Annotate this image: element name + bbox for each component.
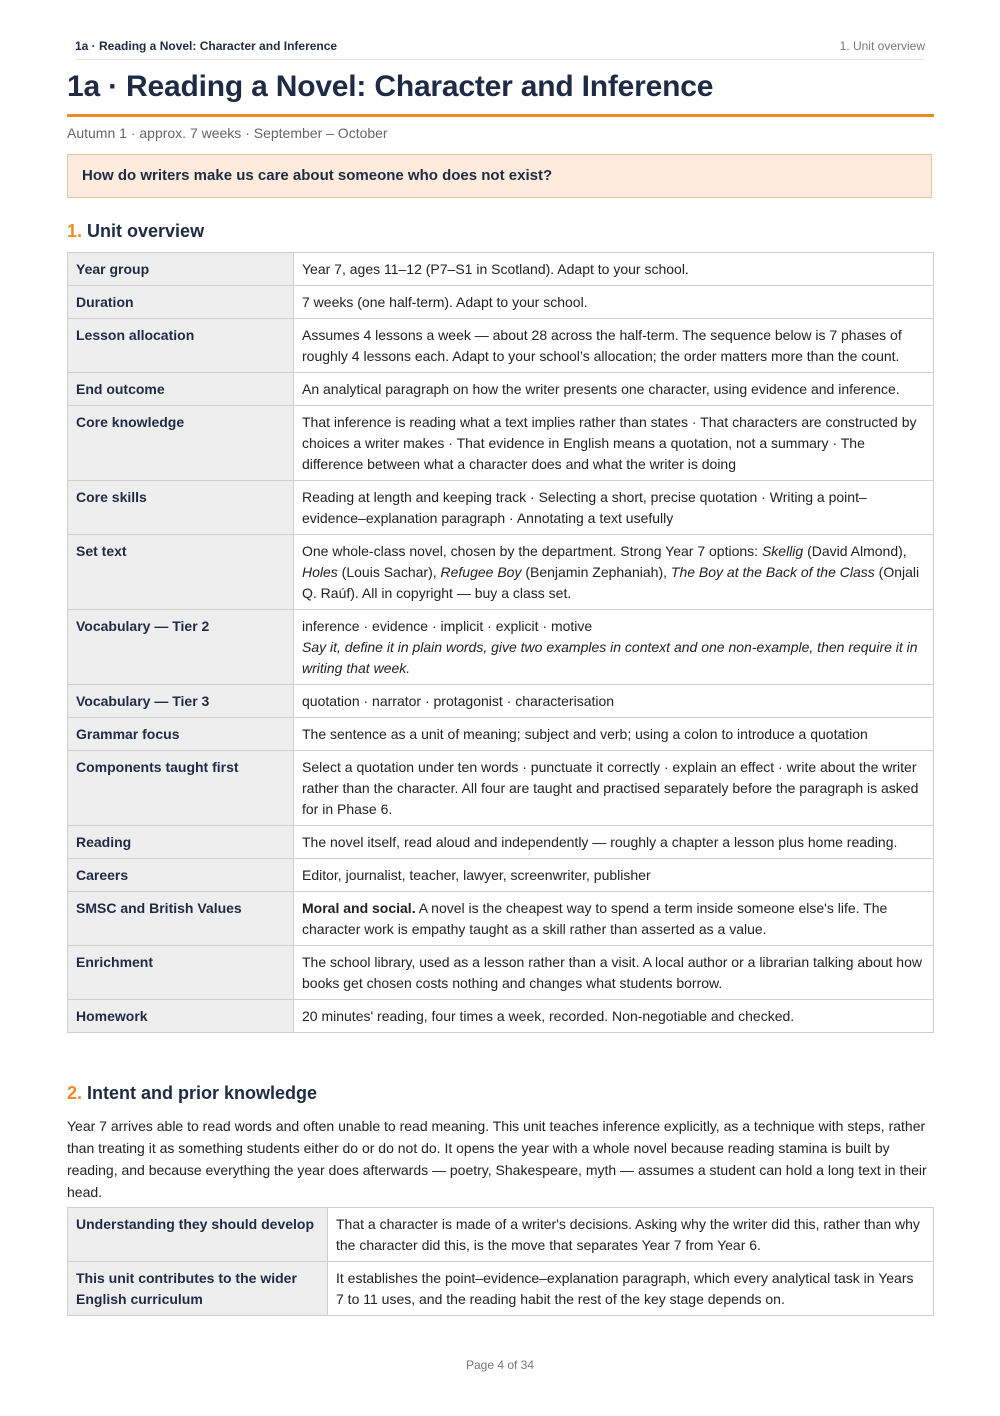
key-question-box bbox=[67, 154, 932, 198]
row-value: The novel itself, read aloud and independently — roughly a chapter a lesson plus home reading. bbox=[294, 826, 934, 859]
table-row bbox=[68, 685, 934, 718]
table-row bbox=[68, 610, 934, 685]
table-row bbox=[68, 946, 934, 1000]
smsc-text: A novel is the cheapest way to spend a term inside someone else's life. The character work is empathy taught as a skill rather than asserted as a value. bbox=[302, 900, 888, 937]
row-label: Enrichment bbox=[68, 946, 294, 1000]
section-title: Intent and prior knowledge bbox=[87, 1083, 318, 1103]
section-title: Unit overview bbox=[87, 221, 205, 241]
vocabulary-list: inference · evidence · implicit · explicit · motive bbox=[302, 618, 593, 634]
row-label: Grammar focus bbox=[68, 718, 294, 751]
section-heading-intent bbox=[67, 1083, 317, 1104]
table-row bbox=[68, 535, 934, 610]
page-title: 1a · Reading a Novel: Character and Inference bbox=[67, 70, 714, 103]
smsc-lead: Moral and social. bbox=[302, 900, 416, 916]
row-value: That inference is reading what a text implies rather than states · That characters are constructed by choices a writer makes · That evidence in English means a quotation, not a summary · The difference between what a character does and what the writer is doing bbox=[294, 406, 934, 481]
section-number: 2. bbox=[67, 1083, 83, 1103]
book-title: Holes bbox=[302, 564, 338, 580]
row-label: Duration bbox=[68, 286, 294, 319]
row-label: Core knowledge bbox=[68, 406, 294, 481]
row-label: Vocabulary — Tier 3 bbox=[68, 685, 294, 718]
key-question: How do writers make us care about someone who does not exist? bbox=[82, 167, 553, 184]
row-value: 20 minutes' reading, four times a week, recorded. Non-negotiable and checked. bbox=[294, 1000, 934, 1033]
row-label: Vocabulary — Tier 2 bbox=[68, 610, 294, 685]
table-row bbox=[68, 859, 934, 892]
running-header-title: 1a · Reading a Novel: Character and Inference bbox=[75, 39, 338, 53]
row-label: Set text bbox=[68, 535, 294, 610]
book-author: (Onjali Q. Raúf). All in copyright — buy a class set. bbox=[302, 564, 920, 601]
row-label: SMSC and British Values bbox=[68, 892, 294, 946]
row-value bbox=[294, 535, 934, 610]
table-row bbox=[68, 253, 934, 286]
row-value: The school library, used as a lesson rather than a visit. A local author or a librarian talking about how books get chosen costs nothing and changes what students borrow. bbox=[294, 946, 934, 1000]
book-author: (Benjamin Zephaniah), bbox=[521, 564, 671, 580]
row-value: It establishes the point–evidence–explanation paragraph, which every analytical task in Years 7 to 11 uses, and the reading habit the rest of the key stage depends on. bbox=[328, 1262, 934, 1316]
book-author: (Louis Sachar), bbox=[337, 564, 441, 580]
table-row bbox=[68, 826, 934, 859]
table-row bbox=[68, 892, 934, 946]
row-label: Lesson allocation bbox=[68, 319, 294, 373]
table-row bbox=[68, 1262, 934, 1316]
unit-meta: Autumn 1 · approx. 7 weeks · September – October bbox=[67, 125, 388, 141]
row-label: Homework bbox=[68, 1000, 294, 1033]
row-label: Reading bbox=[68, 826, 294, 859]
row-value: Assumes 4 lessons a week — about 28 across the half-term. The sequence below is 7 phases of roughly 4 lessons each. Adapt to your school’s allocation; the order matters more than the count. bbox=[294, 319, 934, 373]
table-row bbox=[68, 718, 934, 751]
book-author: (David Almond), bbox=[803, 543, 907, 559]
row-value: 7 weeks (one half-term). Adapt to your school. bbox=[294, 286, 934, 319]
row-value bbox=[294, 610, 934, 685]
row-label: This unit contributes to the wider English curriculum bbox=[68, 1262, 328, 1316]
title-divider bbox=[67, 114, 934, 117]
row-label: Careers bbox=[68, 859, 294, 892]
unit-overview-table bbox=[67, 252, 934, 1033]
table-row bbox=[68, 751, 934, 826]
row-label: Components taught first bbox=[68, 751, 294, 826]
row-value: Select a quotation under ten words · punctuate it correctly · explain an effect · write about the writer rather than the character. All four are taught and practised separately before the paragraph is asked for in Phase 6. bbox=[294, 751, 934, 826]
table-row bbox=[68, 1208, 934, 1262]
row-value: The sentence as a unit of meaning; subject and verb; using a colon to introduce a quotation bbox=[294, 718, 934, 751]
row-label: End outcome bbox=[68, 373, 294, 406]
table-row bbox=[68, 373, 934, 406]
set-text-intro: One whole-class novel, chosen by the department. Strong Year 7 options: bbox=[302, 543, 762, 559]
row-value: Year 7, ages 11–12 (P7–S1 in Scotland). Adapt to your school. bbox=[294, 253, 934, 286]
row-value: Reading at length and keeping track · Selecting a short, precise quotation · Writing a point–evidence–explanation paragraph · Annotating a text usefully bbox=[294, 481, 934, 535]
table-row bbox=[68, 1000, 934, 1033]
running-header bbox=[75, 37, 925, 60]
intent-table bbox=[67, 1207, 934, 1316]
row-label: Understanding they should develop bbox=[68, 1208, 328, 1262]
row-value bbox=[294, 892, 934, 946]
row-label: Core skills bbox=[68, 481, 294, 535]
table-row bbox=[68, 286, 934, 319]
running-header-section: 1. Unit overview bbox=[839, 39, 925, 53]
row-value: An analytical paragraph on how the writer presents one character, using evidence and inference. bbox=[294, 373, 934, 406]
row-value: That a character is made of a writer's decisions. Asking why the writer did this, rather than why the character did this, is the move that separates Year 7 from Year 6. bbox=[328, 1208, 934, 1262]
book-title: Refugee Boy bbox=[440, 564, 522, 580]
row-label: Year group bbox=[68, 253, 294, 286]
row-value: Editor, journalist, teacher, lawyer, screenwriter, publisher bbox=[294, 859, 934, 892]
table-row bbox=[68, 481, 934, 535]
page-number: Page 4 of 34 bbox=[465, 1358, 535, 1372]
section-heading-unit-overview bbox=[67, 221, 204, 242]
table-row bbox=[68, 406, 934, 481]
row-value: quotation · narrator · protagonist · characterisation bbox=[294, 685, 934, 718]
table-row bbox=[68, 319, 934, 373]
book-title: Skellig bbox=[761, 543, 804, 559]
intent-paragraph: Year 7 arrives able to read words and often unable to read meaning. This unit teaches inference explicitly, as a technique with steps, rather than treating it as something students either do or do not do. It opens the year with a whole novel because reading stamina is built by reading, and because everything the year does afterwards — poetry, Shakespeare, myth — assumes a student can hold a long text in their head. bbox=[67, 1118, 927, 1200]
vocabulary-note: Say it, define it in plain words, give two examples in context and one non-example, then require it in writing that week. bbox=[302, 639, 918, 676]
section-number: 1. bbox=[67, 221, 83, 241]
book-title: The Boy at the Back of the Class bbox=[670, 564, 875, 580]
